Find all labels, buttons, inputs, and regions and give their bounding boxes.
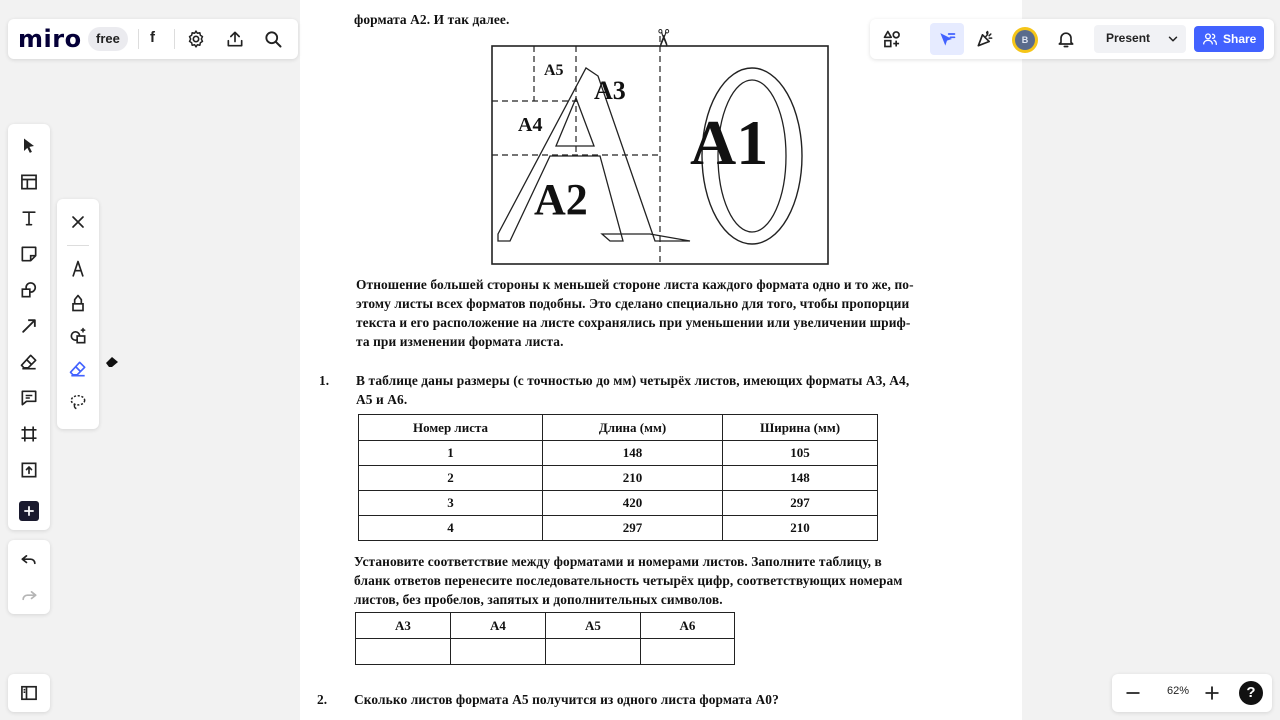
sizes-header-number: Номер листа xyxy=(359,415,543,441)
settings-button[interactable] xyxy=(184,28,208,50)
sizes-cell: 3 xyxy=(359,491,543,516)
sizes-cell: 4 xyxy=(359,516,543,541)
question-1-number: 1. xyxy=(319,373,330,388)
header-divider xyxy=(174,29,175,49)
apps-icon xyxy=(882,29,902,49)
board-document-page xyxy=(300,0,1022,720)
table-row xyxy=(359,466,878,491)
table-row xyxy=(359,441,878,466)
redo-button[interactable] xyxy=(17,584,41,608)
label-a5: A5 xyxy=(544,62,564,79)
eraser-option[interactable] xyxy=(66,357,90,381)
outline-letter-a-hole xyxy=(556,98,594,146)
sidebar-toggle-button[interactable] xyxy=(17,681,41,705)
frame-icon xyxy=(19,424,39,444)
arrow-icon xyxy=(19,316,39,336)
export-button[interactable] xyxy=(223,28,247,50)
instruction-line-2: бланк ответов перенесите последовательность четырёх цифр, соответствующих номерам xyxy=(354,573,903,588)
minus-icon xyxy=(1123,683,1143,703)
pen-icon xyxy=(68,259,88,279)
sizes-cell: 1 xyxy=(359,441,543,466)
paper-formats-figure xyxy=(490,28,830,268)
creation-toolbar xyxy=(8,124,50,530)
pen-option[interactable] xyxy=(66,257,90,281)
cursor-lines-icon xyxy=(937,29,957,49)
collaboration-toolbar xyxy=(870,19,1274,59)
lasso-icon xyxy=(68,392,88,412)
table-row xyxy=(359,516,878,541)
answer-table xyxy=(355,612,735,665)
board-panel-toggle[interactable] xyxy=(8,674,50,712)
board-header-panel xyxy=(8,19,298,59)
close-panel-button[interactable] xyxy=(66,210,90,234)
question-1-text xyxy=(356,371,1012,409)
upload-icon xyxy=(225,29,245,49)
board-name-button[interactable]: f xyxy=(150,29,155,46)
answer-cell xyxy=(451,639,546,665)
label-a3: A3 xyxy=(594,76,626,105)
select-tool[interactable] xyxy=(17,134,41,158)
bell-icon xyxy=(1056,29,1076,49)
panel-divider xyxy=(67,245,89,246)
avatar-inner: B xyxy=(1015,30,1035,50)
zoom-out-button[interactable] xyxy=(1122,682,1144,704)
close-icon xyxy=(68,212,88,232)
intro-paragraph xyxy=(356,275,1012,351)
undo-icon xyxy=(19,550,39,570)
instruction-line-3: листов, без пробелов, запятых и дополнительных символов. xyxy=(354,592,723,607)
more-apps-button[interactable] xyxy=(19,501,39,521)
answer-header: А3 xyxy=(356,613,451,639)
sidebar-icon xyxy=(19,683,39,703)
upload-box-icon xyxy=(19,460,39,480)
comment-tool[interactable] xyxy=(17,386,41,410)
sizes-cell: 210 xyxy=(543,466,723,491)
formats-diagram xyxy=(490,28,830,268)
answer-cell xyxy=(356,639,451,665)
sizes-cell: 2 xyxy=(359,466,543,491)
sizes-header-length: Длина (мм) xyxy=(543,415,723,441)
notifications-button[interactable] xyxy=(1054,28,1078,50)
undo-button[interactable] xyxy=(17,548,41,572)
question-1-instruction xyxy=(354,552,1014,609)
answer-header: А4 xyxy=(451,613,546,639)
help-button[interactable]: ? xyxy=(1239,681,1263,705)
header-divider xyxy=(138,29,139,49)
label-a1: A1 xyxy=(690,107,769,178)
sizes-cell: 105 xyxy=(723,441,878,466)
gear-icon xyxy=(186,29,206,49)
history-panel xyxy=(8,540,50,614)
eraser-icon xyxy=(19,352,39,372)
paragraph-line-2: этому листы всех форматов подобны. Это сделано специально для того, чтобы пропорции xyxy=(356,296,910,311)
sizes-cell: 297 xyxy=(543,516,723,541)
scissors-icon: ✂ xyxy=(649,27,677,49)
sizes-cell: 148 xyxy=(723,466,878,491)
answer-cell xyxy=(546,639,641,665)
answer-cell xyxy=(641,639,735,665)
redo-icon xyxy=(19,586,39,606)
chevron-down-icon xyxy=(1166,32,1180,46)
search-icon xyxy=(263,29,283,49)
smart-shapes-icon xyxy=(68,326,88,346)
label-a2: A2 xyxy=(534,175,588,224)
sticky-note-tool[interactable] xyxy=(17,242,41,266)
lasso-option[interactable] xyxy=(66,390,90,414)
reactions-button[interactable] xyxy=(973,28,997,50)
share-button[interactable] xyxy=(1194,26,1264,52)
answer-header: А6 xyxy=(641,613,735,639)
sizes-header-width: Ширина (мм) xyxy=(723,415,878,441)
sticky-note-icon xyxy=(19,244,39,264)
paragraph-line-1: Отношение большей стороны к меньшей стороне листа каждого формата одно и то же, по- xyxy=(356,277,914,292)
comment-icon xyxy=(19,388,39,408)
sizes-cell: 210 xyxy=(723,516,878,541)
party-popper-icon xyxy=(975,29,995,49)
table-row xyxy=(359,491,878,516)
present-label: Present xyxy=(1106,31,1151,45)
question-1-line-2: А5 и А6. xyxy=(356,392,408,407)
sizes-table xyxy=(358,414,878,541)
label-a4: A4 xyxy=(518,114,543,136)
user-avatar[interactable] xyxy=(1012,27,1038,53)
question-2-number: 2. xyxy=(317,692,328,707)
highlighter-icon xyxy=(68,293,88,313)
plan-badge[interactable]: free xyxy=(88,27,128,51)
highlighter-option[interactable] xyxy=(66,291,90,315)
text-tool[interactable] xyxy=(17,206,41,230)
sizes-cell: 420 xyxy=(543,491,723,516)
apps-button[interactable] xyxy=(880,28,904,50)
miro-logo[interactable]: miro xyxy=(18,25,82,53)
zoom-level[interactable]: 62% xyxy=(1166,685,1190,697)
question-1-line-1: В таблице даны размеры (с точностью до мм) четырёх листов, имеющих форматы А3, А4, xyxy=(356,373,910,388)
pen-tool[interactable] xyxy=(17,350,41,374)
share-label: Share xyxy=(1223,32,1257,46)
plus-icon xyxy=(22,504,36,518)
eraser-cursor-icon xyxy=(104,354,120,366)
interaction-mode-button[interactable] xyxy=(930,23,964,55)
text-icon xyxy=(19,208,39,228)
paragraph-line-3: текста и его расположение на листе сохранялись при уменьшении или увеличении шриф- xyxy=(356,315,911,330)
question-2-text: Сколько листов формата А5 получится из одного листа формата А0? xyxy=(354,692,779,707)
answer-header: А5 xyxy=(546,613,641,639)
smart-drawing-option[interactable] xyxy=(66,324,90,348)
present-button[interactable] xyxy=(1094,25,1186,53)
paragraph-line-4: та при изменении формата листа. xyxy=(356,334,564,349)
shapes-icon xyxy=(19,280,39,300)
plus-icon xyxy=(1202,683,1222,703)
sizes-cell: 148 xyxy=(543,441,723,466)
users-icon xyxy=(1202,31,1218,47)
pen-options-panel xyxy=(57,199,99,429)
templates-tool[interactable] xyxy=(17,170,41,194)
document-top-text: формата A2. И так далее. xyxy=(354,12,510,27)
zoom-in-button[interactable] xyxy=(1201,682,1223,704)
sizes-cell: 297 xyxy=(723,491,878,516)
instruction-line-1: Установите соответствие между форматами и номерами листов. Заполните таблицу, в xyxy=(354,554,882,569)
upload-tool[interactable] xyxy=(17,458,41,482)
layout-icon xyxy=(19,172,39,192)
frame-tool[interactable] xyxy=(17,422,41,446)
eraser-icon xyxy=(68,359,88,379)
connection-line-tool[interactable] xyxy=(17,314,41,338)
zoom-controls xyxy=(1112,674,1272,712)
cursor-icon xyxy=(19,136,39,156)
search-button[interactable] xyxy=(261,28,285,50)
shapes-tool[interactable] xyxy=(17,278,41,302)
